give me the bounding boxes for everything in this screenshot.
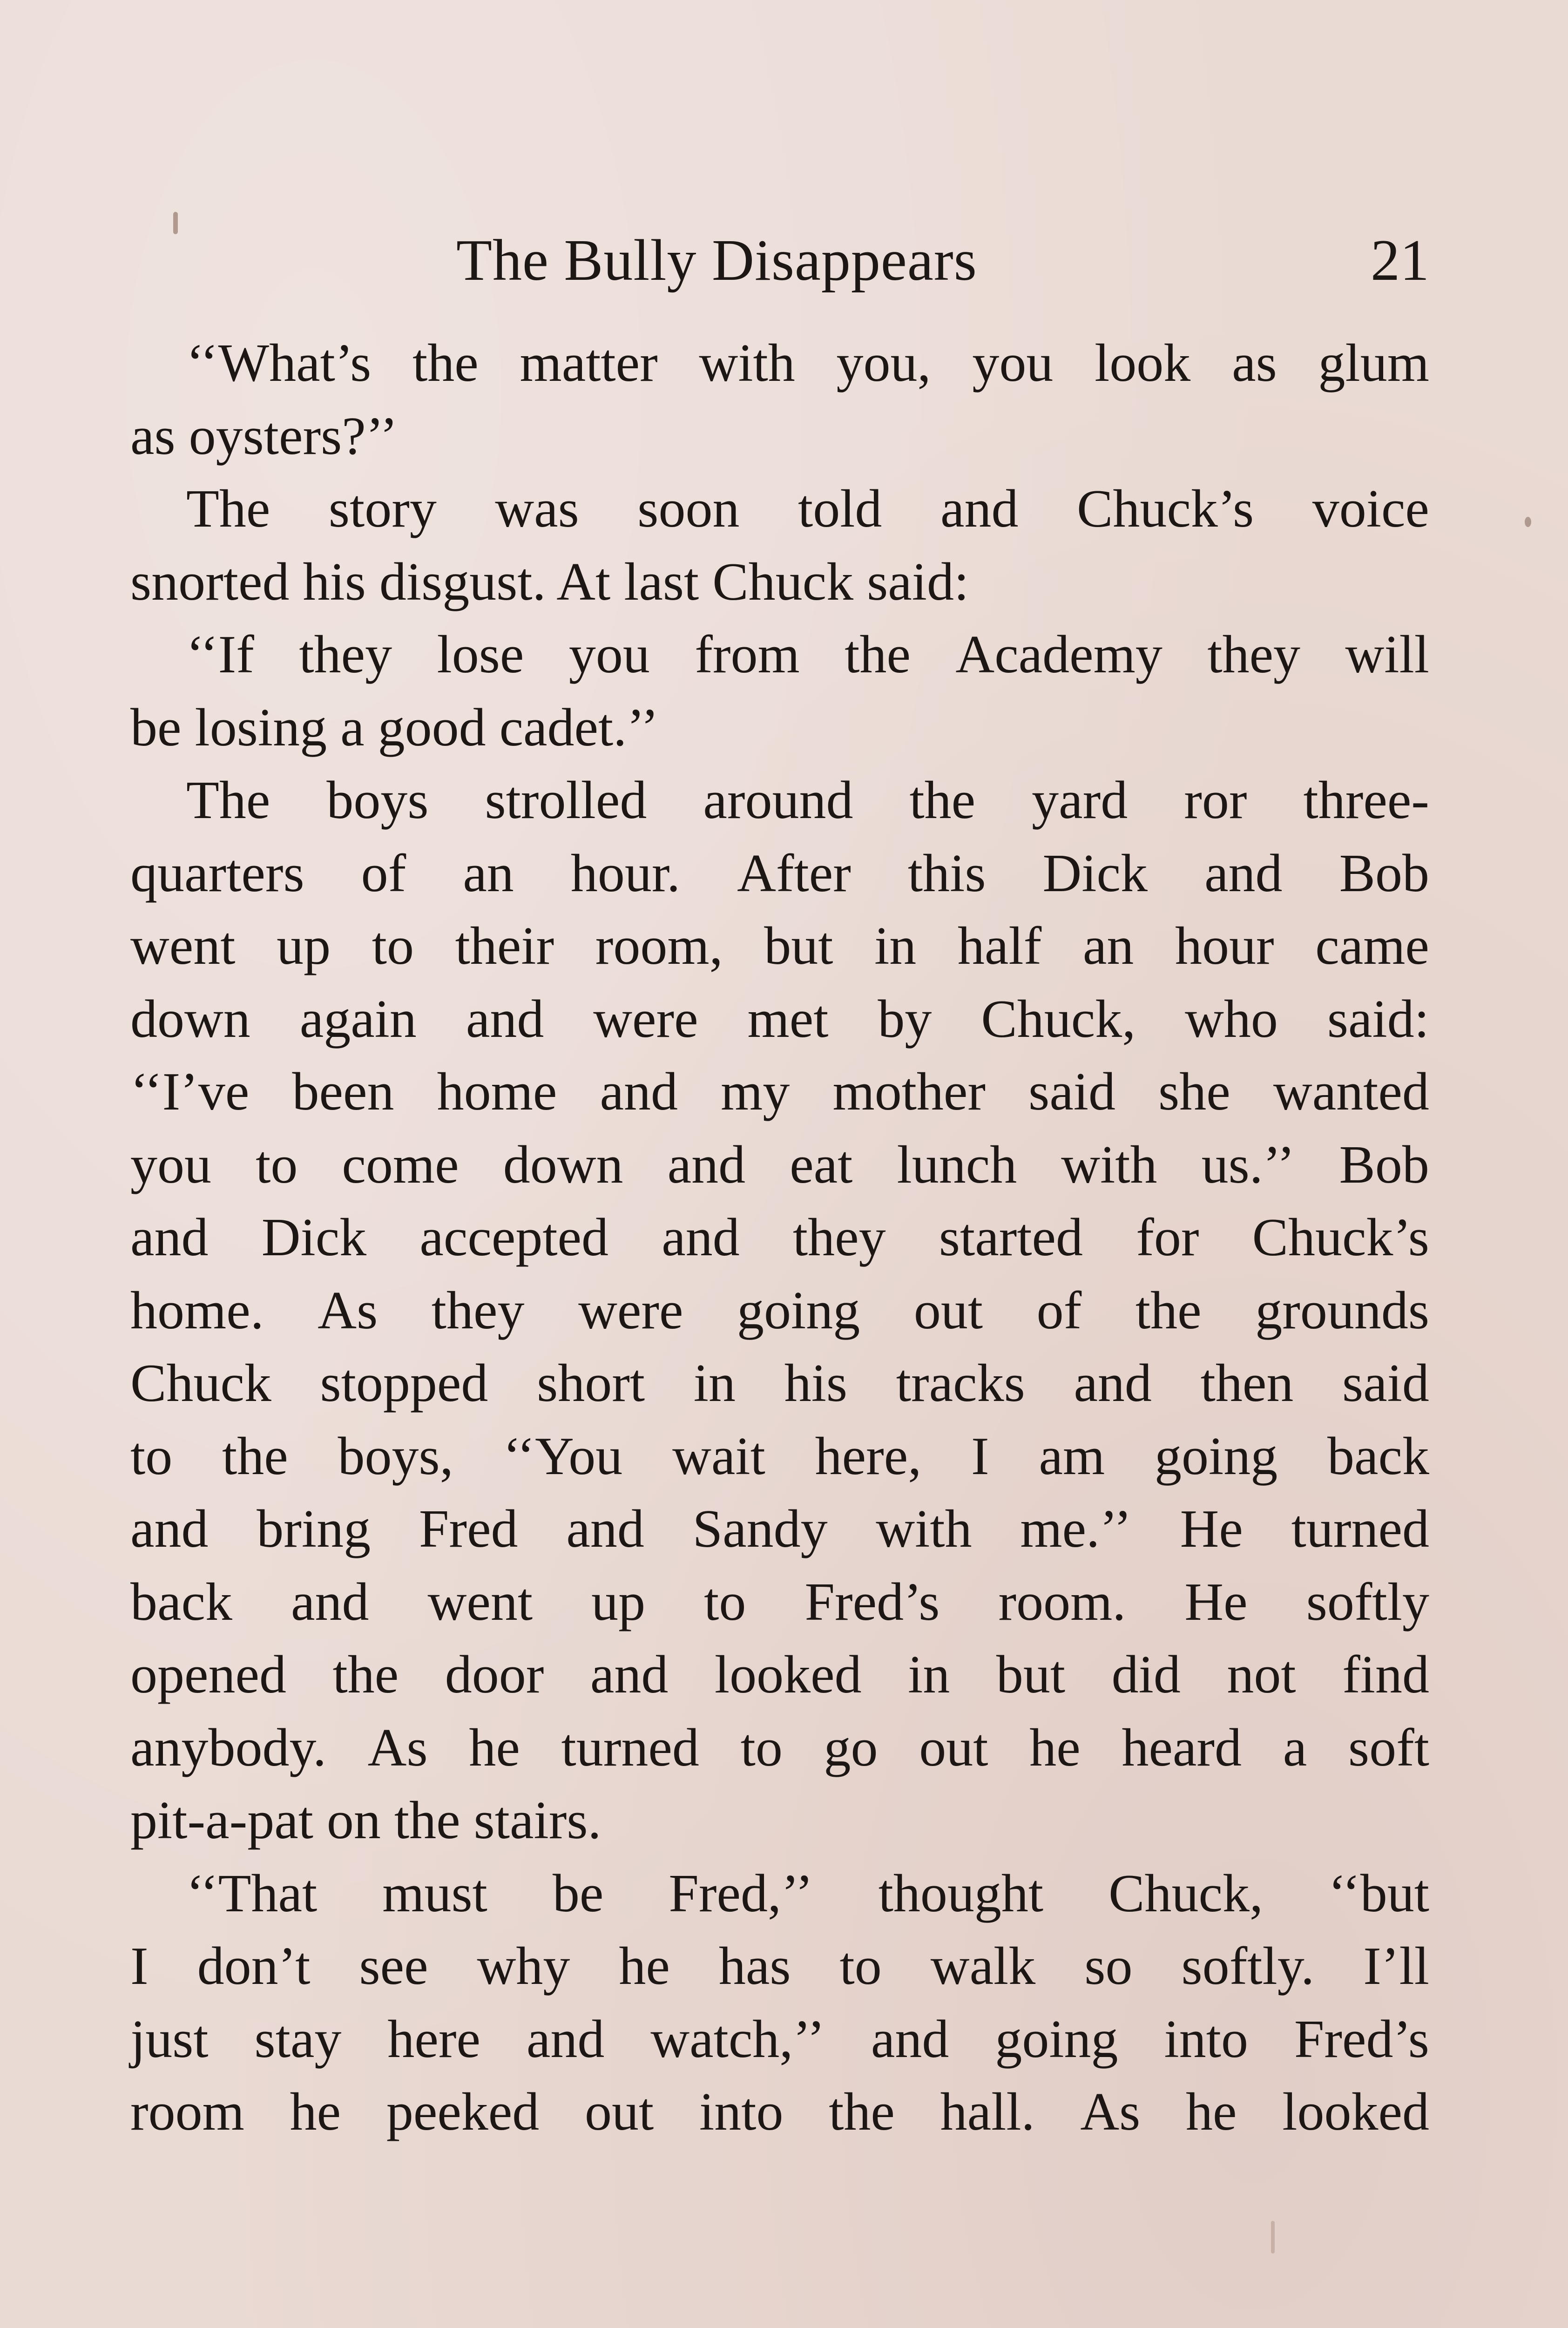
text-line [130, 764, 1429, 837]
word: bring [257, 1499, 371, 1559]
word: the [222, 1426, 288, 1486]
word: door [445, 1645, 544, 1705]
text-line [130, 1129, 1429, 1202]
text-line [130, 2003, 1429, 2076]
text-line [130, 1857, 1429, 1930]
word: three- [1303, 771, 1429, 830]
word: told [798, 479, 882, 539]
word: Fred [419, 1499, 518, 1559]
word: into [1164, 2009, 1248, 2069]
word: this [907, 843, 986, 903]
word: Chuck, [981, 989, 1136, 1049]
word: room. [998, 1572, 1126, 1632]
word: back [1327, 1426, 1429, 1486]
text-line [130, 1056, 1429, 1129]
word: up [277, 916, 331, 976]
word: Fred,’’ [669, 1863, 813, 1923]
word: see [359, 1936, 428, 1996]
word: wanted [1273, 1062, 1429, 1122]
word: eat [790, 1135, 853, 1195]
word: looked [714, 1645, 862, 1705]
text-line [130, 1712, 1429, 1785]
word: then [1200, 1353, 1294, 1413]
word: softly. [1181, 1936, 1315, 1996]
word: strolled [485, 771, 647, 830]
word: down [503, 1135, 623, 1195]
text-line [130, 1274, 1429, 1347]
word: am [1039, 1426, 1105, 1486]
word: were [578, 1280, 683, 1340]
line-text [130, 1493, 1429, 1566]
word: the [829, 2082, 895, 2142]
word: peeked [386, 2082, 540, 2142]
line-text: as oysters?’’ [130, 406, 398, 466]
word: Dick [1042, 843, 1148, 903]
word: After [737, 843, 851, 903]
text-line [130, 1347, 1429, 1420]
word: lose [437, 625, 524, 684]
text-line [130, 1566, 1429, 1639]
word: with [1061, 1135, 1157, 1195]
word: us.’’ [1201, 1135, 1295, 1195]
text-line [130, 983, 1429, 1056]
word: must [382, 1863, 487, 1923]
word: home [437, 1062, 557, 1122]
line-text [130, 837, 1429, 910]
word: hall. [940, 2082, 1035, 2142]
word: ‘‘What’s [186, 333, 372, 393]
word: and [662, 1208, 740, 1267]
word: and [291, 1572, 369, 1632]
line-text [130, 1274, 1429, 1347]
word: he [619, 1936, 670, 1996]
line-text [130, 1930, 1429, 2003]
word: I [130, 1936, 149, 1996]
word: an [1082, 916, 1134, 976]
word: Chuck [130, 1353, 271, 1413]
word: me.’’ [1020, 1499, 1132, 1559]
word: and [130, 1208, 209, 1267]
word: home. [130, 1280, 264, 1340]
word: in [874, 916, 917, 976]
word: and [526, 2009, 605, 2069]
word: As [1080, 2082, 1141, 2142]
word: why [477, 1936, 570, 1996]
running-title: The Bully Disappears [456, 228, 977, 293]
word: mother [832, 1062, 986, 1122]
word: soon [637, 479, 740, 539]
line-text [130, 1566, 1429, 1639]
line-text: be losing a good cadet.’’ [130, 697, 659, 758]
word: here [387, 2009, 480, 2069]
word: you, [836, 333, 931, 393]
word: come [342, 1135, 459, 1195]
line-text [130, 1347, 1429, 1420]
text-line [130, 691, 1429, 765]
word: and [566, 1499, 644, 1559]
word: short [537, 1353, 645, 1413]
word: I’ll [1363, 1936, 1429, 1996]
word: just [130, 2009, 209, 2069]
word: room [130, 2082, 244, 2142]
word: into [699, 2082, 784, 2142]
word: here, [815, 1426, 922, 1486]
word: and [600, 1062, 678, 1122]
word: heard [1122, 1718, 1242, 1778]
word: ‘‘That [186, 1863, 318, 1923]
text-line [130, 473, 1429, 546]
word: he [469, 1718, 520, 1778]
word: glum [1318, 333, 1429, 393]
word: look [1095, 333, 1191, 393]
word: softly [1306, 1572, 1429, 1632]
word: the [332, 1645, 399, 1705]
word: with [876, 1499, 972, 1559]
word: down [130, 989, 250, 1049]
word: been [292, 1062, 394, 1122]
text-line [130, 327, 1429, 400]
word: up [591, 1572, 646, 1632]
word: As [318, 1280, 378, 1340]
word: an [463, 843, 514, 903]
word: his [784, 1353, 848, 1413]
word: ‘‘You [503, 1426, 623, 1486]
word: out [585, 2082, 654, 2142]
word: came [1315, 916, 1429, 976]
word: has [718, 1936, 791, 1996]
word: half [957, 916, 1042, 976]
word: she [1158, 1062, 1230, 1122]
word: and [590, 1645, 669, 1705]
word: turned [1291, 1499, 1429, 1559]
word: accepted [419, 1208, 609, 1267]
word: went [130, 916, 236, 976]
text-line [130, 400, 1429, 473]
line-text [130, 2003, 1429, 2076]
word: my [721, 1062, 790, 1122]
word: I [971, 1426, 989, 1486]
word: Chuck, [1108, 1863, 1264, 1923]
word: opened [130, 1645, 286, 1705]
word: ‘‘I’ve [130, 1062, 250, 1122]
word: Dick [261, 1208, 367, 1267]
word: and [667, 1135, 746, 1195]
word: don’t [197, 1936, 311, 1996]
word: to [740, 1718, 783, 1778]
word: boys, [338, 1426, 453, 1486]
word: Chuck’s [1076, 479, 1254, 539]
word: who [1185, 989, 1278, 1049]
line-text [130, 983, 1429, 1056]
line-text [186, 764, 1429, 837]
text-line [130, 618, 1429, 691]
text-line [130, 546, 1429, 619]
word: you [972, 333, 1054, 393]
word: they [792, 1208, 886, 1267]
word: ror [1184, 771, 1247, 830]
word: to [130, 1426, 173, 1486]
body-text [130, 327, 1429, 2149]
word: ‘‘If [186, 625, 254, 684]
word: The [186, 771, 270, 830]
word: he [1186, 2082, 1237, 2142]
word: they [299, 625, 392, 684]
word: soft [1348, 1718, 1429, 1778]
word: stay [254, 2009, 342, 2069]
line-text [130, 2076, 1429, 2149]
word: As [367, 1718, 428, 1778]
word: going [995, 2009, 1118, 2069]
word: be [552, 1863, 604, 1923]
word: He [1180, 1499, 1243, 1559]
word: The [186, 479, 270, 539]
word: they [431, 1280, 525, 1340]
word: Sandy [692, 1499, 828, 1559]
word: turned [561, 1718, 699, 1778]
word: said [1028, 1062, 1116, 1122]
word: and [466, 989, 544, 1049]
word: Fred’s [1294, 2009, 1429, 2069]
word: in [908, 1645, 950, 1705]
word: go [824, 1718, 878, 1778]
word: around [703, 771, 853, 830]
word: their [455, 916, 554, 976]
word: from [695, 625, 800, 684]
word: and [940, 479, 1019, 539]
word: quarters [130, 843, 304, 903]
word: you [568, 625, 650, 684]
word: again [299, 989, 417, 1049]
word: thought [878, 1863, 1044, 1923]
word: of [1036, 1280, 1082, 1340]
word: but [996, 1645, 1066, 1705]
word: stopped [320, 1353, 488, 1413]
word: lunch [897, 1135, 1017, 1195]
word: the [845, 625, 911, 684]
word: grounds [1255, 1280, 1429, 1340]
word: the [1135, 1280, 1202, 1340]
text-line [130, 2076, 1429, 2149]
word: not [1227, 1645, 1296, 1705]
word: hour. [570, 843, 681, 903]
word: the [909, 771, 976, 830]
word: was [495, 479, 579, 539]
text-line [130, 910, 1429, 983]
word: going [737, 1280, 860, 1340]
word: will [1345, 625, 1429, 684]
line-text [186, 473, 1429, 546]
text-line [130, 837, 1429, 910]
line-text [130, 1712, 1429, 1785]
word: back [130, 1572, 232, 1632]
word: with [699, 333, 795, 393]
word: started [939, 1208, 1083, 1267]
word: for [1136, 1208, 1199, 1267]
word: story [328, 479, 437, 539]
word: said: [1327, 989, 1429, 1049]
line-text [130, 1129, 1429, 1202]
line-text [130, 1638, 1429, 1712]
line-text [186, 327, 1429, 400]
line-text [186, 1857, 1429, 1930]
line-text [130, 1201, 1429, 1274]
paper-speck [1525, 517, 1531, 527]
word: boys [326, 771, 429, 830]
word: said [1342, 1353, 1429, 1413]
word: as [1232, 333, 1277, 393]
word: of [361, 843, 406, 903]
text-line [130, 1420, 1429, 1493]
word: matter [520, 333, 658, 393]
line-text [186, 618, 1429, 691]
word: went [427, 1572, 533, 1632]
word: he [290, 2082, 341, 2142]
text-line [130, 1201, 1429, 1274]
word: so [1084, 1936, 1133, 1996]
word: walk [930, 1936, 1036, 1996]
running-head [130, 219, 1429, 303]
word: out [919, 1718, 988, 1778]
word: to [372, 916, 414, 976]
word: they [1207, 625, 1301, 684]
word: by [878, 989, 932, 1049]
line-text: snorted his disgust. At last Chuck said: [130, 552, 969, 612]
word: met [747, 989, 829, 1049]
word: but [764, 916, 833, 976]
word: in [693, 1353, 736, 1413]
word: Bob [1339, 843, 1429, 903]
word: yard [1032, 771, 1128, 830]
word: going [1154, 1426, 1278, 1486]
word: anybody. [130, 1718, 326, 1778]
word: the [412, 333, 479, 393]
word: and [871, 2009, 949, 2069]
word: to [839, 1936, 882, 1996]
word: find [1342, 1645, 1429, 1705]
word: Fred’s [804, 1572, 940, 1632]
word: and [130, 1499, 209, 1559]
word: did [1111, 1645, 1181, 1705]
word: wait [672, 1426, 765, 1486]
word: He [1184, 1572, 1248, 1632]
word: you [130, 1135, 211, 1195]
word: voice [1312, 479, 1429, 539]
word: room, [595, 916, 723, 976]
word: to [256, 1135, 298, 1195]
page-number: 21 [1371, 228, 1429, 293]
word: were [593, 989, 698, 1049]
line-text [130, 910, 1429, 983]
word: Bob [1339, 1135, 1429, 1195]
word: ‘‘but [1328, 1863, 1429, 1923]
paper-speck [173, 212, 178, 234]
word: out [913, 1280, 983, 1340]
word: a [1283, 1718, 1307, 1778]
text-line [130, 1930, 1429, 2003]
line-text [130, 1420, 1429, 1493]
line-text: pit-a-pat on the stairs. [130, 1791, 602, 1850]
word: Academy [955, 625, 1162, 684]
word: he [1029, 1718, 1081, 1778]
word: to [704, 1572, 746, 1632]
text-line [130, 1638, 1429, 1712]
word: tracks [896, 1353, 1025, 1413]
text-line [130, 1493, 1429, 1566]
word: hour [1175, 916, 1274, 976]
line-text [130, 1056, 1429, 1129]
text-line [130, 1784, 1429, 1857]
word: and [1204, 843, 1283, 903]
word: Chuck’s [1252, 1208, 1429, 1267]
word: and [1074, 1353, 1152, 1413]
word: watch,’’ [650, 2009, 825, 2069]
word: looked [1282, 2082, 1429, 2142]
paper-speck [1271, 2221, 1275, 2254]
